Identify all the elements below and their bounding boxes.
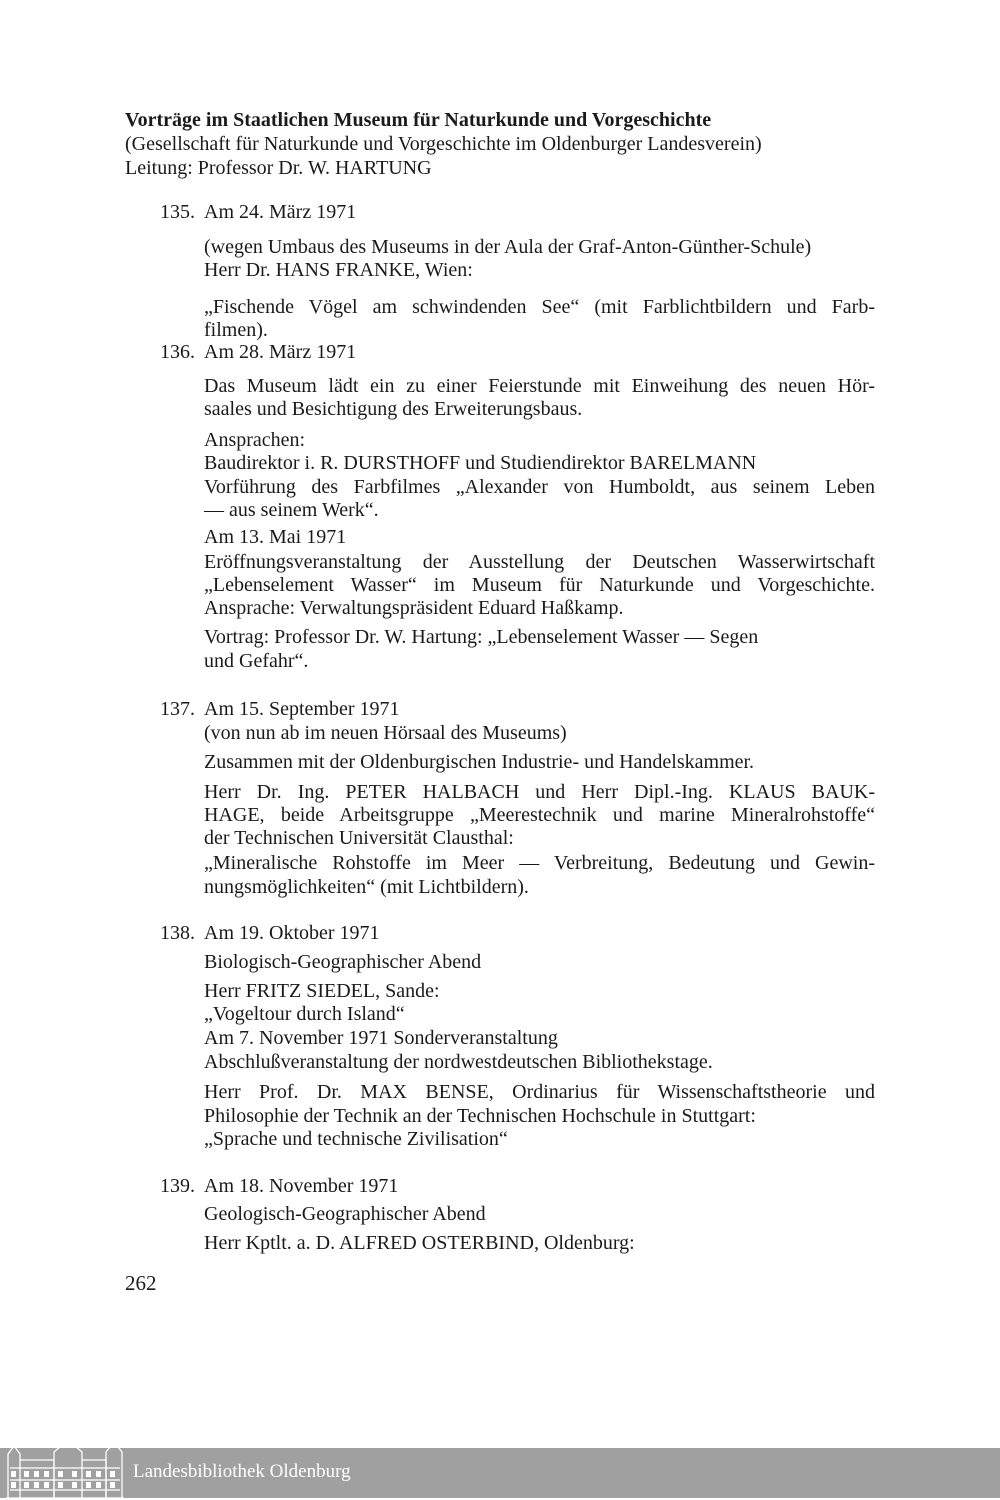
entry-text-line: Herr Dr. Ing. PETER HALBACH und Herr Dipl.-Ing. KLAUS BAUK-	[204, 781, 875, 803]
entry-text-line: Am 7. November 1971 Sonderveranstaltung	[204, 1027, 558, 1049]
entry-date: Am 18. November 1971	[204, 1175, 399, 1197]
entry-text-line: (von nun ab im neuen Hörsaal des Museums)	[204, 722, 567, 744]
entry-text-line: Eröffnungsveranstaltung der Ausstellung der Deutschen Wasserwirtschaft	[204, 551, 875, 573]
entry-text-line: Biologisch-Geographischer Abend	[204, 951, 482, 973]
entry-text-line: Baudirektor i. R. DURSTHOFF und Studiendirektor BARELMANN	[204, 452, 757, 474]
entry-text-line: Philosophie der Technik an der Technischen Hochschule in Stuttgart:	[204, 1105, 756, 1127]
entry-text-line: (wegen Umbaus des Museums in der Aula der Graf-Anton-Günther-Schule)	[204, 236, 812, 258]
entry-text-line: Das Museum lädt ein zu einer Feierstunde mit Einweihung des neuen Hör-	[204, 375, 875, 397]
entry-text-line: Vorführung des Farbfilmes „Alexander von Humboldt, aus seinem Leben	[204, 476, 875, 498]
entry-text-line: — aus seinem Werk“.	[204, 499, 379, 521]
entry-date: Am 19. Oktober 1971	[204, 922, 380, 944]
page-number: 262	[125, 1271, 157, 1295]
entry-number: 139.	[160, 1175, 195, 1197]
library-building-logo-icon	[6, 1438, 124, 1500]
page-subheading: (Gesellschaft für Naturkunde und Vorgeschichte im Oldenburger Landesverein)	[125, 133, 762, 155]
entry-text-line: saales und Besichtigung des Erweiterungsbaus.	[204, 398, 583, 420]
entry-text-line: Ansprachen:	[204, 429, 306, 451]
entry-text-line: und Gefahr“.	[204, 650, 309, 672]
entry-text-line: HAGE, beide Arbeitsgruppe „Meerestechnik und marine Mineralrohstoffe“	[204, 804, 875, 826]
entry-text-line: „Lebenselement Wasser“ im Museum für Naturkunde und Vorgeschichte.	[204, 574, 875, 596]
entry-number: 135.	[160, 201, 195, 223]
entry-text-line: Herr FRITZ SIEDEL, Sande:	[204, 980, 440, 1002]
entry-text-line: der Technischen Universität Clausthal:	[204, 827, 514, 849]
entry-text-line: Vortrag: Professor Dr. W. Hartung: „Lebenselement Wasser — Segen	[204, 626, 759, 648]
library-footer-banner	[0, 1448, 1000, 1498]
entry-text-line: „Sprache und technische Zivilisation“	[204, 1128, 508, 1150]
entry-text-line: Am 13. Mai 1971	[204, 526, 347, 548]
entry-date: Am 15. September 1971	[204, 698, 400, 720]
entry-text-line: filmen).	[204, 319, 268, 341]
entry-text-line: Abschlußveranstaltung der nordwestdeutschen Bibliothekstage.	[204, 1051, 713, 1073]
entry-number: 138.	[160, 922, 195, 944]
entry-text-line: „Mineralische Rohstoffe im Meer — Verbreitung, Bedeutung und Gewin-	[204, 852, 875, 874]
entry-text-line: Herr Kptlt. a. D. ALFRED OSTERBIND, Oldenburg:	[204, 1232, 635, 1254]
library-name: Landesbibliothek Oldenburg	[133, 1461, 351, 1482]
entry-text-line: Herr Prof. Dr. MAX BENSE, Ordinarius für Wissenschaftstheorie und	[204, 1081, 875, 1103]
entry-number: 137.	[160, 698, 195, 720]
page-heading: Vorträge im Staatlichen Museum für Naturkunde und Vorgeschichte	[125, 109, 712, 131]
entry-text-line: nungsmöglichkeiten“ (mit Lichtbildern).	[204, 876, 529, 898]
entry-date: Am 28. März 1971	[204, 341, 357, 363]
entry-date: Am 24. März 1971	[204, 201, 357, 223]
entry-text-line: Ansprache: Verwaltungspräsident Eduard Haßkamp.	[204, 597, 624, 619]
entry-number: 136.	[160, 341, 195, 363]
entry-text-line: „Vogeltour durch Island“	[204, 1003, 405, 1025]
entry-text-line: „Fischende Vögel am schwindenden See“ (mit Farblichtbildern und Farb-	[204, 296, 875, 318]
entry-text-line: Herr Dr. HANS FRANKE, Wien:	[204, 259, 473, 281]
leitung-line: Leitung: Professor Dr. W. HARTUNG	[125, 157, 432, 179]
entry-text-line: Zusammen mit der Oldenburgischen Industrie- und Handelskammer.	[204, 751, 755, 773]
entry-text-line: Geologisch-Geographischer Abend	[204, 1203, 486, 1225]
